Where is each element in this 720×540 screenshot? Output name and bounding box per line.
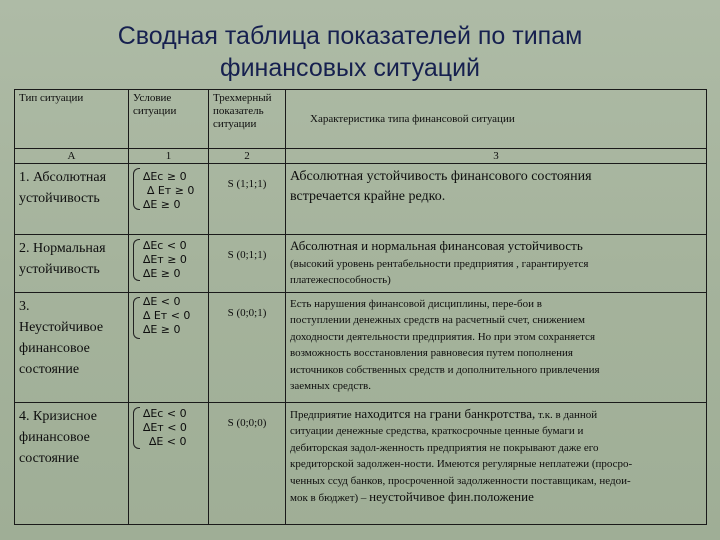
condition-line: ∆Е ≥ 0 (143, 322, 181, 336)
page-title (60, 20, 640, 84)
header-row (15, 90, 707, 149)
situation-description: Абсолютная и нормальная финансовая устойчивость (высокий уровень рентабельности предприятия , гарантируется платежеспособность) (286, 235, 707, 293)
situation-condition (129, 164, 209, 235)
situation-condition (129, 235, 209, 293)
table-row (15, 235, 707, 293)
situation-vector: S (0;0;0) (209, 402, 286, 524)
situation-condition (129, 292, 209, 402)
header-type: Тип ситуации (15, 90, 129, 149)
table-row (15, 164, 707, 235)
num-2: 2 (209, 149, 286, 164)
condition-line: ∆Е ≥ 0 (143, 198, 181, 211)
situation-type: 2. Нормальная устойчивость (15, 235, 129, 293)
situation-vector: S (1;1;1) (209, 164, 286, 235)
condition-line: ∆Ес ≥ 0 (143, 170, 187, 183)
brace-shape (133, 239, 140, 281)
condition-line: ∆Е < 0 (149, 434, 187, 448)
title-line-1: Сводная таблица показателей по типам (117, 22, 583, 50)
condition-line: ∆Е ≥ 0 (143, 267, 181, 280)
situation-description: Предприятие находится на грани банкротства, т.к. в данной ситуации денежные средства, краткосрочные ценные бумаги и дебиторская задол-женность предприятия не покрывают даже его кредиторской задолжен-ности. Имеются регулярные неплатежи (просро- ченных ссуд банков, просроченной задолженности поставщикам, недои- мок в бюджет) – неустойчивое фин.положение (286, 402, 707, 524)
table-row (15, 292, 707, 402)
num-1: 1 (129, 149, 209, 164)
title-line-2: финансовых ситуаций (220, 54, 480, 82)
condition-line: ∆Ес < 0 (143, 406, 187, 420)
situation-vector: S (0;0;1) (209, 292, 286, 402)
condition-line: ∆Ет ≥ 0 (143, 253, 187, 266)
situation-type: 4. Кризисное финансовое состояние (15, 402, 129, 524)
brace-shape (133, 168, 140, 210)
brace-shape (133, 297, 140, 339)
summary-table (14, 89, 707, 525)
condition-line: ∆ Ет ≥ 0 (147, 184, 195, 197)
condition-line: ∆Ет < 0 (143, 420, 187, 434)
condition-line: ∆Е < 0 (143, 294, 181, 308)
header-vector: Трехмерный показатель ситуации (209, 90, 286, 149)
condition-line: ∆ Ет < 0 (143, 308, 191, 322)
brace-shape (133, 407, 140, 449)
situation-condition (129, 402, 209, 524)
num-a: A (15, 149, 129, 164)
header-description: Характеристика типа финансовой ситуации (286, 90, 707, 149)
numbering-row (15, 149, 707, 164)
num-3: 3 (286, 149, 707, 164)
situation-vector: S (0;1;1) (209, 235, 286, 293)
table-row (15, 402, 707, 524)
situation-description: Абсолютная устойчивость финансового состояния встречается крайне редко. (286, 164, 707, 235)
situation-type: 1. Абсолютная устойчивость (15, 164, 129, 235)
situation-type: 3. Неустойчивое финансовое состояние (15, 292, 129, 402)
header-condition: Условие ситуации (129, 90, 209, 149)
situation-description: Есть нарушения финансовой дисциплины, пере-бои в поступлении денежных средств на расчетный счет, снижением доходности деятельности предприятия. Но при этом сохраняется возможность восстановления равновесия путем пополнения источников собственных средств и дополнительного привлечения заемных средств. (286, 292, 707, 402)
condition-line: ∆Ес < 0 (143, 239, 187, 252)
